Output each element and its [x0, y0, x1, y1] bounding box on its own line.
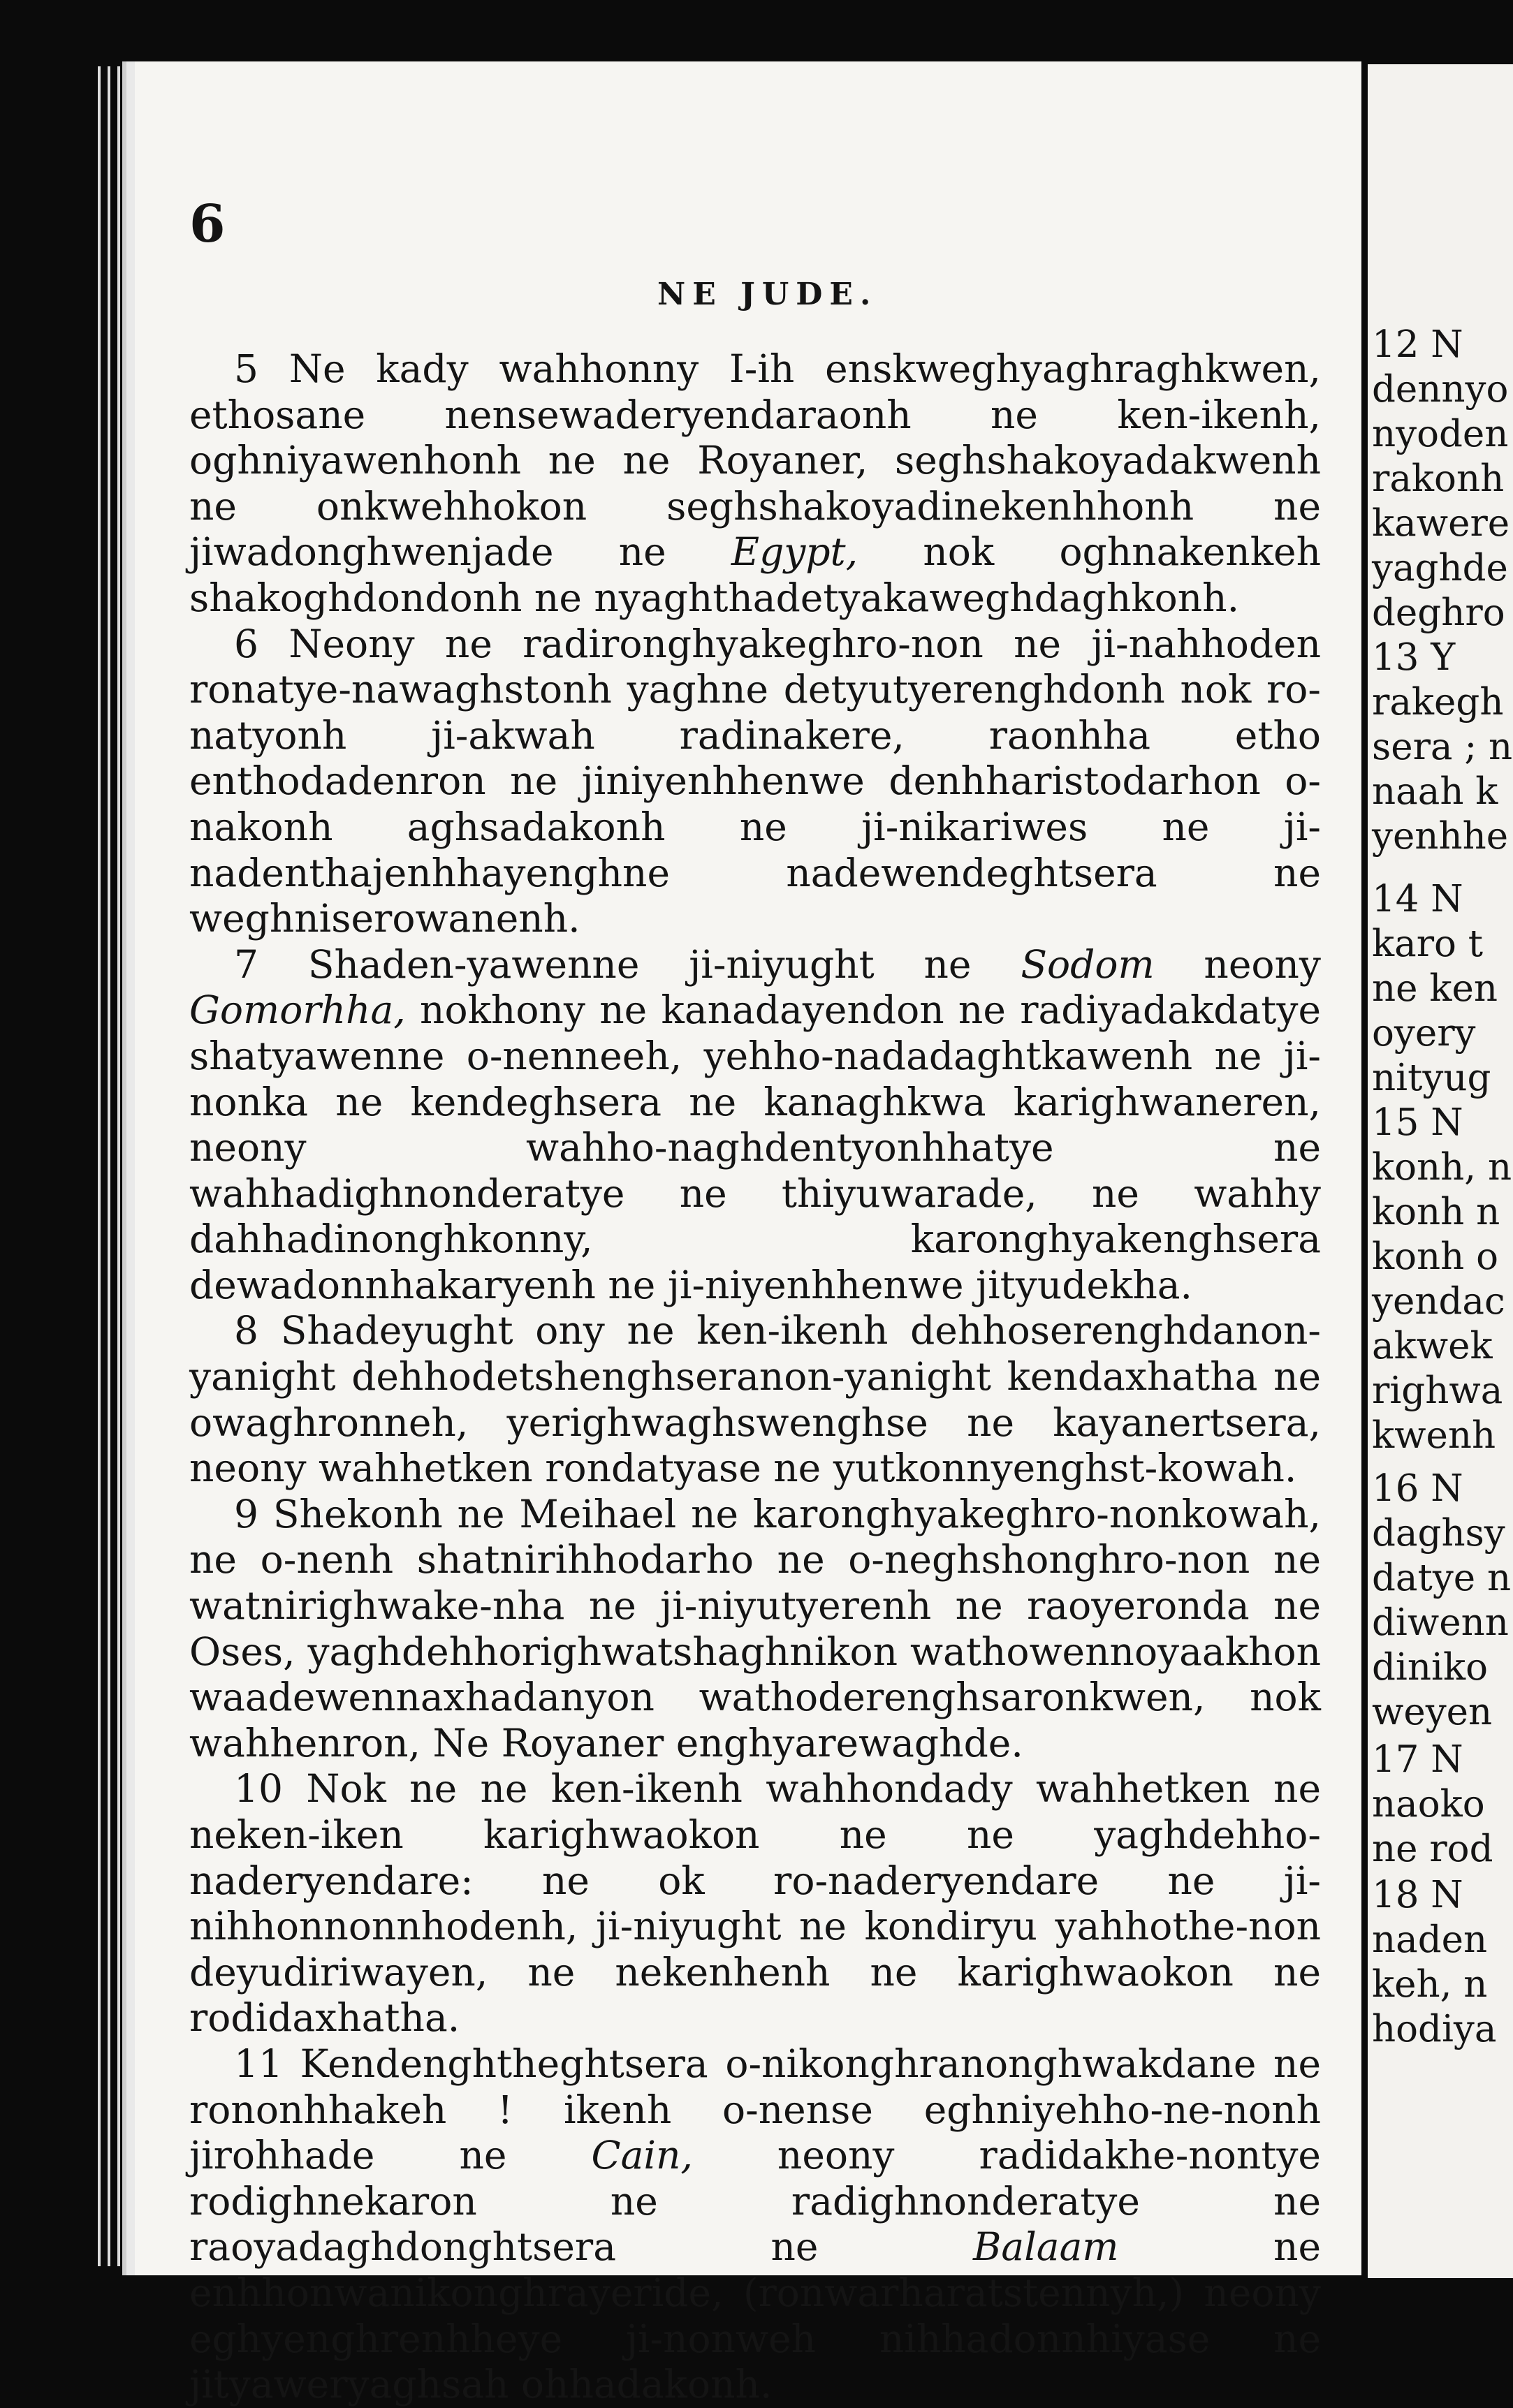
fragment-line: naoko: [1372, 1783, 1485, 1826]
verse-11: 11 Kendenghtheghtsera o-nikonghranonghwakdane ne rononhhakeh ! ikenh o-nense eghniyehho-ne-nonh jirohhade ne Cain, neony radidakhe-nontye rodighnekaron ne radighnonderatye ne raoyadaghdonghtsera ne Balaam ne enhhonwanikonghrayeride, (ronwarharatstennyh,) neony eghyenghrenhheye ji-nonweh nihhadonnhiyase ne jityaweryaghsah ohhadakonh.: [189, 2041, 1322, 2407]
running-head: NE JUDE.: [657, 277, 878, 312]
fragment-line: ne ken: [1372, 967, 1498, 1010]
fragment-line: yendac: [1372, 1280, 1505, 1323]
verse-6: 6 Neony ne radironghyakeghro-non ne ji-nahhoden ronatye-nawaghstonh yaghne detyutyerenghdonh nok ro-natyonh ji-akwah radinakere, raonhha etho enthodadenron ne jiniyenhhenwe denhharistodarhon o-nakonh aghsadakonh ne ji-nikariwes ne ji-nadenthajenhhayenghne nadewendeghtsera ne weghniserowanenh.: [189, 621, 1321, 941]
fragment-line: righwa: [1372, 1370, 1503, 1412]
fragment-line: karo t: [1372, 923, 1484, 965]
fragment-line: akwek: [1372, 1325, 1493, 1367]
fragment-line: nityug: [1372, 1057, 1491, 1099]
verse-7: 7 Shaden-yawenne ji-niyught ne Sodom neony Gomorhha, nokhony ne kanadayendon ne radiyadakdatye shatyawenne o-nenneeh, yehho-nadadaghtkawenh ne ji-nonka ne kendeghsera ne kanaghkwa karighwaneren, neony wahho-naghdentyonhhatye ne wahhadighnonderatye ne thiyuwarade, ne wahhy dahhadinonghkonny, karonghyakenghsera dewadonnhakaryenh ne ji-niyenhhenwe jityudekha.: [189, 941, 1322, 1307]
fragment-line: sera ; n: [1372, 726, 1513, 768]
fragment-line: oyery: [1372, 1012, 1476, 1055]
fragment-line: 16 N: [1372, 1467, 1463, 1510]
fragment-line: 15 N: [1372, 1101, 1463, 1144]
fragment-line: naden: [1372, 1918, 1488, 1961]
fragment-line: diniko: [1372, 1646, 1488, 1689]
fragment-line: yenhhe: [1372, 815, 1509, 858]
fragment-line: nyoden: [1372, 413, 1509, 455]
fragment-line: diwenn: [1372, 1601, 1509, 1644]
verse-text-block: [189, 346, 1321, 2408]
fragment-line: hodiya: [1372, 2008, 1497, 2050]
fragment-line: konh n: [1372, 1191, 1500, 1233]
verse-5: 5 Ne kady wahhonny I-ih enskweghyaghraghkwen, ethosane nensewaderyendaraonh ne ken-ikenh, oghniyawenhonh ne ne Royaner, seghshakoyadakwenh ne onkwehhokon seghshakoyadinekenhhonh ne jiwadonghwenjade ne Egypt, nok oghnakenkeh shakoghdondonh ne nyaghthadetyakaweghdaghkonh.: [189, 346, 1321, 620]
fragment-line: weyen: [1372, 1691, 1493, 1733]
fragment-line: konh o: [1372, 1235, 1499, 1278]
fragment-line: 12 N: [1372, 323, 1463, 366]
fragment-line: datye n: [1372, 1557, 1512, 1599]
fragment-line: kwenh: [1372, 1414, 1496, 1457]
right-page-fragment: [1368, 64, 1513, 2278]
fragment-line: rakegh: [1372, 681, 1504, 724]
fragment-line: 18 N: [1372, 1874, 1463, 1916]
fragment-line: konh, n: [1372, 1146, 1512, 1189]
left-page: [122, 61, 1361, 2407]
fragment-line: daghsy: [1372, 1512, 1505, 1555]
fragment-line: naah k: [1372, 770, 1498, 813]
verse-8: 8 Shadeyught ony ne ken-ikenh dehhoserenghdanon-yanight dehhodetshenghseranon-yanight kendaxhatha ne owaghronneh, yerighwaghswenghse ne kayanertsera, neony wahhetken rondatyase ne yutkonnyenghst-kowah.: [189, 1308, 1321, 1491]
fragment-line: yaghde: [1372, 547, 1508, 589]
fragment-line: kawere: [1372, 502, 1510, 545]
fragment-line: ne rod: [1372, 1828, 1493, 1870]
page-number: 6: [189, 194, 226, 254]
verse-10: 10 Nok ne ne ken-ikenh wahhondady wahhetken ne neken-iken karighwaokon ne ne yaghdehho-naderyendare: ne ok ro-naderyendare ne ji-nihhonnonnhodenh, ji-niyught ne kondiryu yahhothe-non deyudiriwayen, ne nekenhenh ne karighwaokon ne rodidaxhatha.: [189, 1766, 1321, 2041]
verse-9: 9 Shekonh ne Meihael ne karonghyakeghro-nonkowah, ne o-nenh shatnirihhodarho ne o-neghshonghro-non ne watnirighwake-nha ne ji-niyutyerenh ne raoyeronda ne Oses, yaghdehhorighwatshaghnikon wathowennoyaakhon waadewennaxhadanyon wathoderenghsaronkwen, nok wahhenron, Ne Royaner enghyarewaghde.: [189, 1491, 1321, 1765]
fragment-line: keh, n: [1372, 1963, 1488, 2006]
fragment-line: dennyo: [1372, 368, 1509, 411]
fragment-line: 17 N: [1372, 1738, 1463, 1781]
fragment-line: 13 Y: [1372, 636, 1456, 679]
fragment-line: 14 N: [1372, 878, 1463, 920]
fragment-line: deghro: [1372, 592, 1505, 634]
fragment-line: rakonh: [1372, 457, 1505, 500]
